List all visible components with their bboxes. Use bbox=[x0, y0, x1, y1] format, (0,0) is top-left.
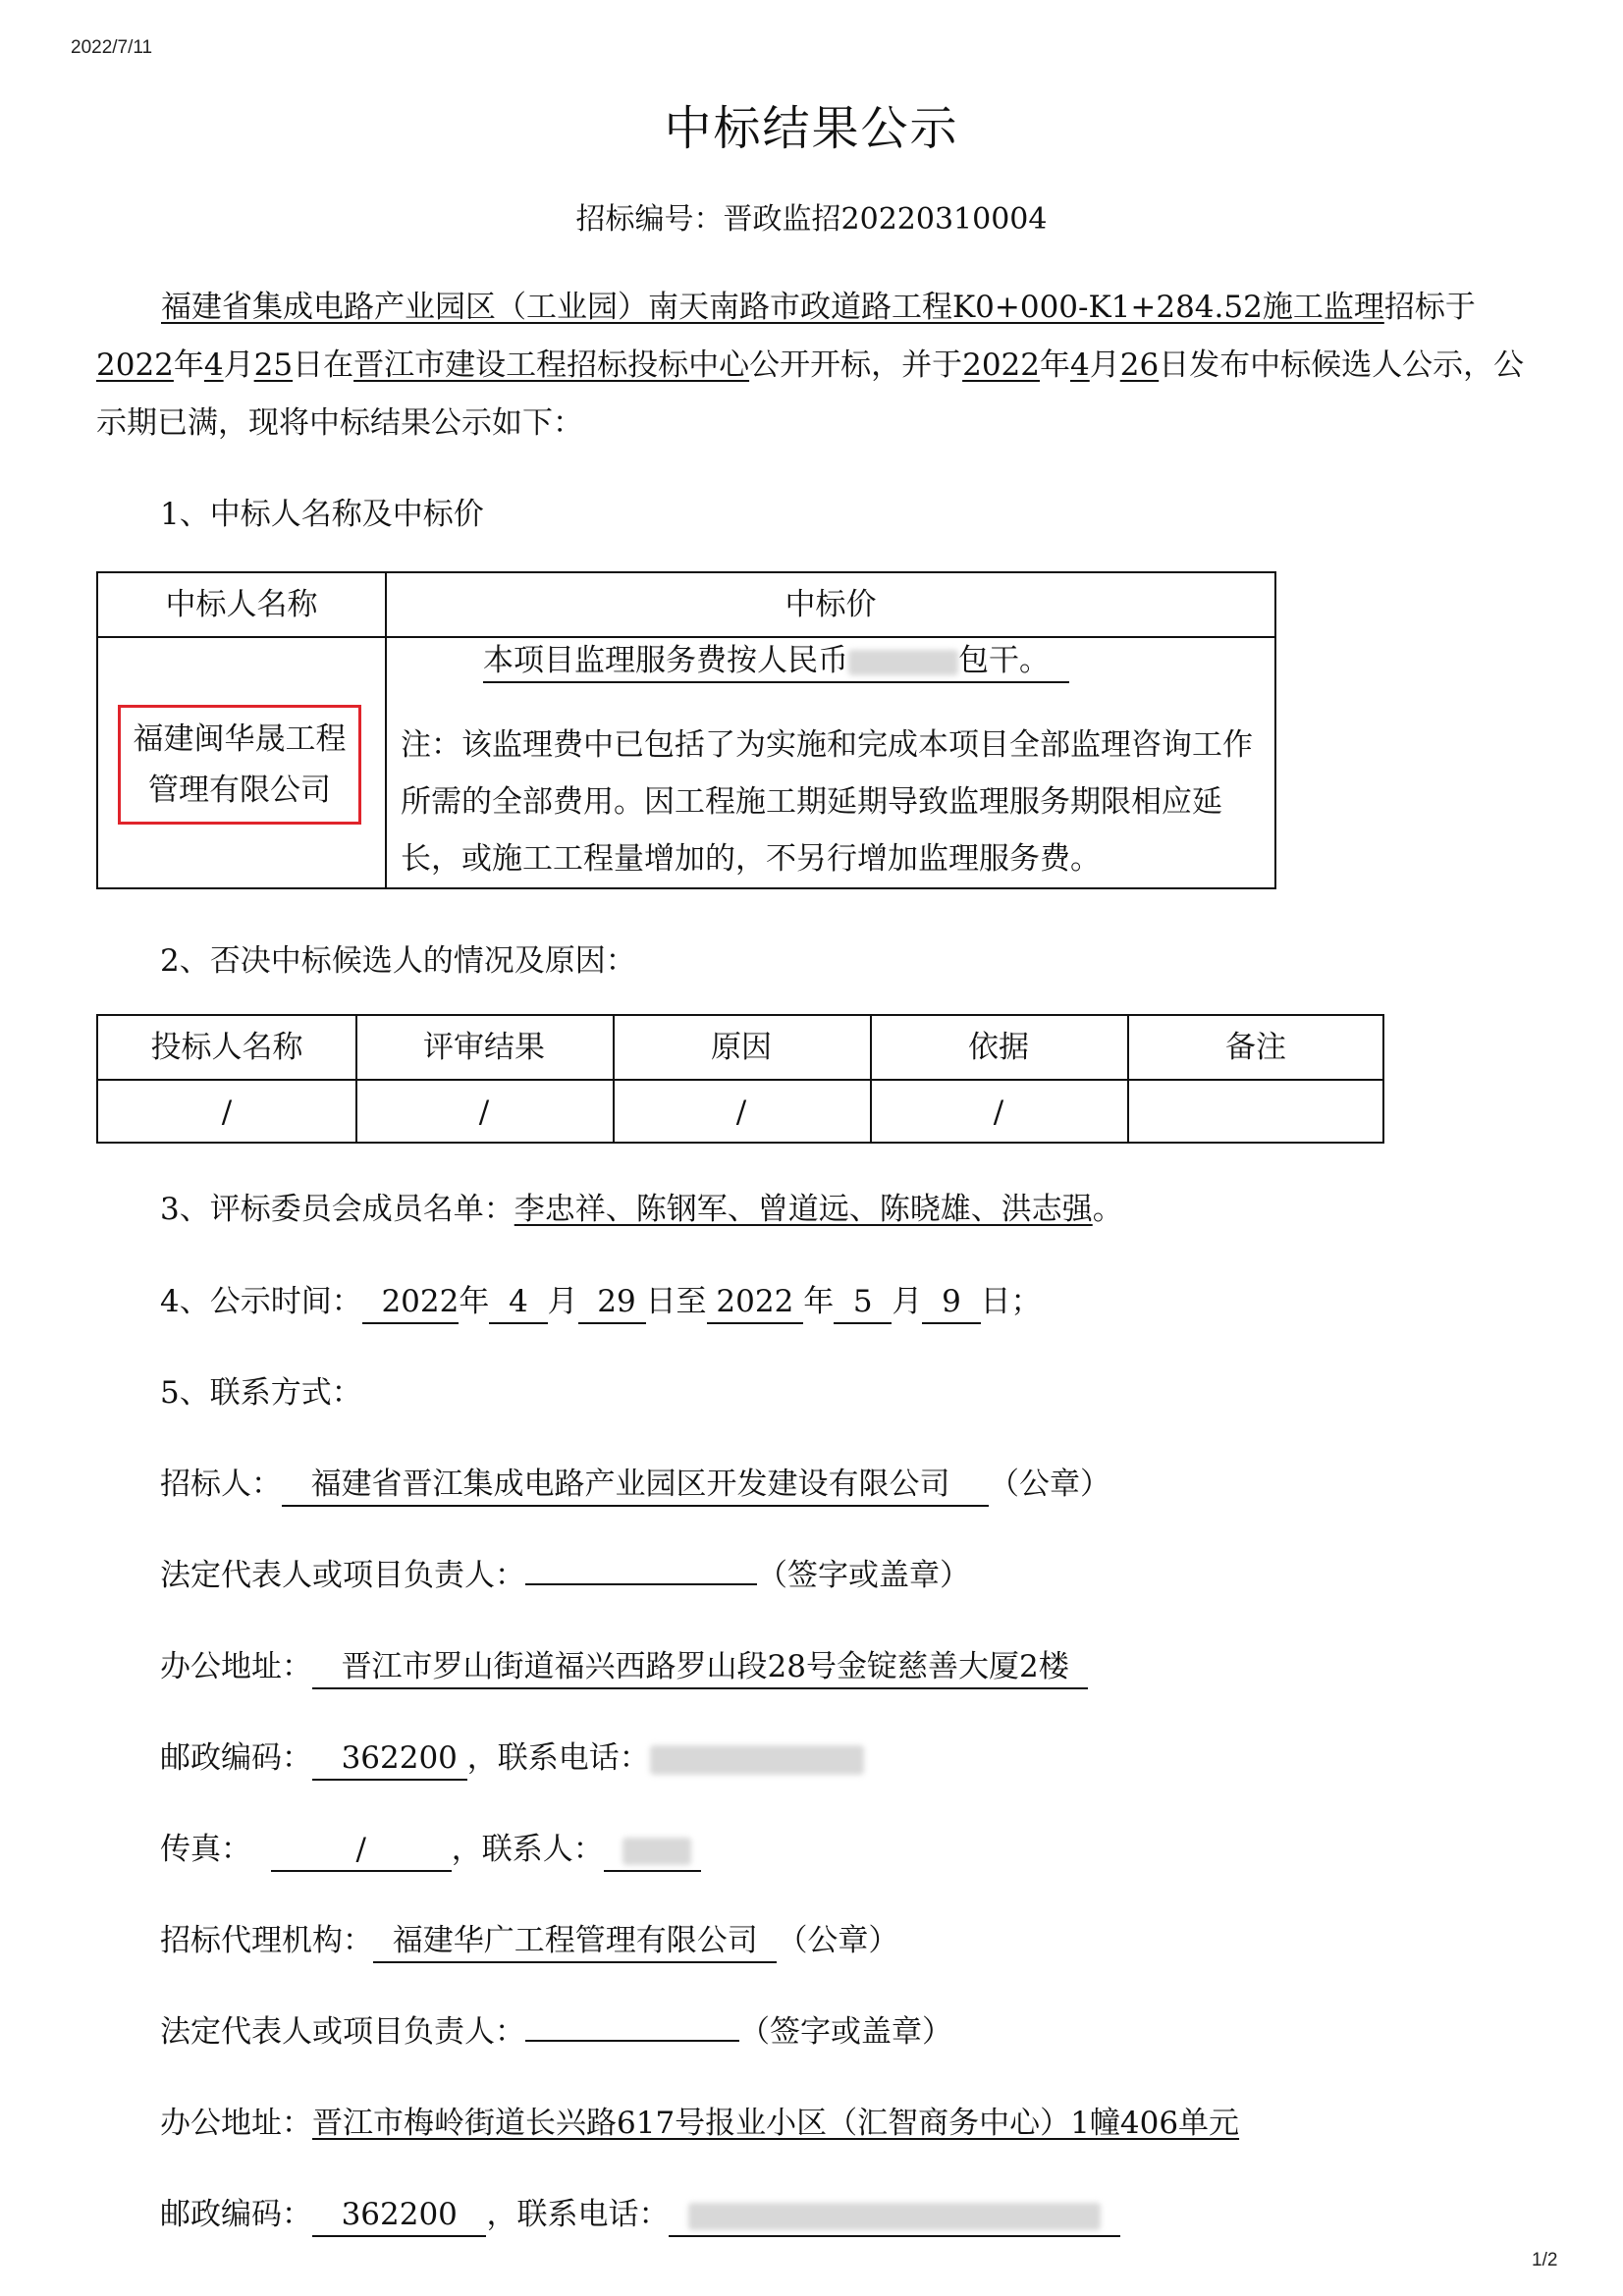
agency-zip-line: 邮政编码： 362200 ，联系电话： bbox=[160, 2189, 1120, 2237]
table-cell: / bbox=[478, 1095, 490, 1130]
winner-price-header: 中标价 bbox=[784, 587, 877, 622]
agency-name: 福建华广工程管理有限公司 bbox=[392, 1923, 758, 1958]
table-header-cell: 原因 bbox=[711, 1030, 772, 1065]
tenderer-name: 福建省晋江集成电路产业园区开发建设有限公司 bbox=[310, 1467, 950, 1502]
intro-paragraph: 福建省集成电路产业园区（工业园）南天南路市政道路工程K0+000-K1+284.52施工监理招标于2022年4月25日在晋江市建设工程招标投标中心公开开标，并于2022年4月26日发布中标候选人公示，公示期已满，现将中标结果公示如下： bbox=[96, 290, 1525, 441]
table-cell: / bbox=[221, 1095, 233, 1130]
section-2-heading: 2、否决中标候选人的情况及原因： bbox=[160, 943, 636, 979]
start-year: 2022 bbox=[381, 1284, 460, 1319]
section-4-period: 4、公示时间： 2022年 4 月 29 日至 2022 年 5 月 9 日； bbox=[160, 1276, 1042, 1324]
committee-members: 李忠祥、陈钢军、曾道远、陈晓雄、洪志强 bbox=[514, 1192, 1093, 1227]
page-number: 1/2 bbox=[1532, 2250, 1558, 2270]
bid-number-label: 招标编号： bbox=[575, 202, 724, 237]
end-day: 9 bbox=[942, 1284, 961, 1319]
section-5-heading: 5、联系方式： bbox=[160, 1375, 362, 1411]
winner-table bbox=[96, 571, 1276, 889]
winner-name: 福建闽华晟工程管理有限公司 bbox=[118, 705, 361, 825]
price-note: 注：该监理费中已包括了为实施和完成本项目全部监理咨询工作所需的全部费用。因工程施工期延期导致监理服务期限相应延长，或施工工程量增加的，不另行增加监理服务费。 bbox=[401, 727, 1253, 877]
tenderer-zip: 362200 bbox=[341, 1740, 458, 1776]
fax-line: 传真： / ，联系人： bbox=[160, 1824, 701, 1872]
tenderer-address-line: 办公地址： 晋江市罗山街道福兴西路罗山段28号金锭慈善大厦2楼 bbox=[160, 1641, 1088, 1689]
open-year: 2022 bbox=[96, 347, 174, 383]
redacted-contact bbox=[622, 1838, 691, 1865]
start-day: 29 bbox=[597, 1284, 636, 1319]
bid-number: 晋政监招20220310004 bbox=[723, 202, 1048, 237]
project-name: 福建省集成电路产业园区（工业园）南天南路市政道路工程K0+000-K1+284.52施工监理 bbox=[161, 290, 1384, 325]
agency-rep-line: 法定代表人或项目负责人： （签字或盖章） bbox=[160, 2014, 952, 2050]
tenderer-rep-line: 法定代表人或项目负责人： （签字或盖章） bbox=[160, 1558, 970, 1593]
print-date: 2022/7/11 bbox=[71, 37, 153, 58]
signature-blank bbox=[525, 2039, 739, 2042]
winner-name-header: 中标人名称 bbox=[165, 587, 318, 622]
table-header-cell: 评审结果 bbox=[423, 1030, 545, 1065]
rejection-table bbox=[96, 1014, 1384, 1144]
venue: 晋江市建设工程招标投标中心 bbox=[353, 347, 750, 383]
start-month: 4 bbox=[509, 1284, 528, 1319]
bid-number-line bbox=[0, 194, 1623, 238]
end-month: 5 bbox=[852, 1284, 873, 1319]
tenderer-address: 晋江市罗山街道福兴西路罗山段28号金锭慈善大厦2楼 bbox=[341, 1649, 1069, 1684]
end-year: 2022 bbox=[716, 1284, 794, 1319]
section-1-heading: 1、中标人名称及中标价 bbox=[160, 497, 484, 532]
pub-day: 26 bbox=[1119, 347, 1160, 383]
pub-year: 2022 bbox=[962, 347, 1040, 383]
open-month: 4 bbox=[203, 347, 224, 383]
table-cell bbox=[1127, 1081, 1384, 1144]
table-cell: / bbox=[993, 1095, 1004, 1130]
redacted-phone bbox=[650, 1745, 864, 1775]
agency-address: 晋江市梅岭街道长兴路617号报业小区（汇智商务中心）1幢406单元 bbox=[312, 2106, 1240, 2141]
agency-address-line: 办公地址：晋江市梅岭街道长兴路617号报业小区（汇智商务中心）1幢406单元 bbox=[160, 2106, 1240, 2141]
open-day: 25 bbox=[253, 347, 294, 383]
agency-zip: 362200 bbox=[341, 2197, 458, 2232]
redacted-phone bbox=[688, 2203, 1101, 2230]
page-title: 中标结果公示 bbox=[664, 101, 959, 156]
fax-value: / bbox=[355, 1832, 366, 1867]
table-header-cell: 投标人名称 bbox=[150, 1030, 303, 1065]
agency-line: 招标代理机构： 福建华广工程管理有限公司 （公章） bbox=[160, 1915, 898, 1963]
redacted-price bbox=[848, 650, 958, 675]
pub-month: 4 bbox=[1070, 347, 1090, 383]
tenderer-zip-line: 邮政编码： 362200 ，联系电话： bbox=[160, 1733, 864, 1781]
signature-blank bbox=[525, 1582, 757, 1585]
tenderer-line: 招标人： 福建省晋江集成电路产业园区开发建设有限公司 （公章） bbox=[160, 1459, 1110, 1507]
table-cell: / bbox=[735, 1095, 747, 1130]
winner-price-line: 本项目监理服务费按人民币 包干。 bbox=[483, 642, 1069, 683]
table-header-cell: 备注 bbox=[1225, 1030, 1286, 1065]
section-3-committee: 3、评标委员会成员名单：李忠祥、陈钢军、曾道远、陈晓雄、洪志强。 bbox=[160, 1192, 1123, 1227]
table-header-cell: 依据 bbox=[968, 1030, 1029, 1065]
